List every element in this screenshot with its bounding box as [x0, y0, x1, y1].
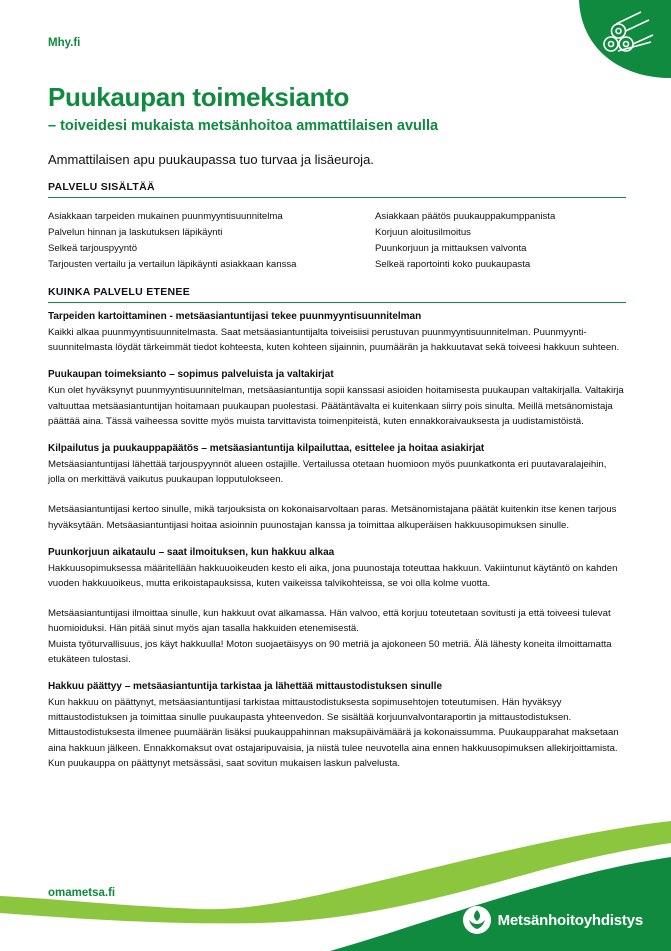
mhy-logo-icon	[462, 905, 492, 935]
services-heading: PALVELU SISÄLTÄÄ	[48, 181, 626, 198]
brand-name: Metsänhoitoyhdistys	[497, 911, 643, 929]
step-title: Hakkuu päättyy – metsäasiantuntija tarkistaa ja lähettää mittaustodistuksen sinulle	[48, 681, 443, 693]
service-item: Selkeä tarjouspyyntö	[48, 243, 138, 254]
page-title: Puukaupan toimeksianto	[48, 82, 350, 112]
step-text: Kun hakkuu on päättynyt, metsäasiantuntijasi tarkistaa mittaustodistuksesta sopimusehtojen toteutumisen. Hän hyväksyy mittaustodistuksen ja toimittaa sinulle puukaupasta yhteenvedon. Se sisältää korjuunvalvontaraportin ja mittaustodistuksen. Mittaustodistuksesta ilmenee puumäärän lisäksi puukauppahinnan maksupäivämäärä ja kokonaissumma. Puukaupparahat maksetaan aina hakkuun jälkeen. Ennakkomaksut ovat ostajaripuvaisia, ja niistä tulee neuvotella aina ennen hakkuusopimuksen allekirjoittamista.	[48, 697, 619, 754]
step-text: Kun olet hyväksynyt puunmyyntisuunnitelman, metsäasiantuntija sopii kanssasi asioiden hoitamisesta puukaupan valtakirjalla. Valtakirja valtuuttaa metsäasiantuntijan hoitamaan puukaupan puolestasi. Päätäntävalta ei kuitenkaan siirry pois sinulta. Meillä metsänomistaja päättää aina. Tässä vaiheessa sovitte myös muista tarvittavista toimenpiteistä, kuten ennakkoraivauksesta ja uudistamistöistä.	[48, 385, 624, 427]
step-title: Puukaupan toimeksianto – sopimus palveluista ja valtakirjat	[48, 369, 334, 381]
site-link-top[interactable]: Mhy.fi	[48, 37, 81, 49]
process-step	[48, 442, 626, 533]
site-link-bottom[interactable]: omametsa.fi	[48, 887, 116, 899]
service-item: Selkeä raportointi koko puukaupasta	[375, 259, 531, 270]
service-item: Palvelun hinnan ja laskutuksen läpikäynti	[48, 227, 223, 238]
process-step	[48, 680, 626, 771]
service-item: Asiakkaan päätös puukauppakumppanista	[375, 211, 556, 222]
services-list	[48, 210, 626, 271]
process-step	[48, 368, 626, 429]
step-text: Metsäasiantuntijasi ilmoittaa sinulle, kun hakkuut ovat alkamassa. Hän valvoo, että korjuu toteutetaan sovitusti ja että toiveesi tulevat huomioiduksi. Hän pitää sinut myös ajan tasalla hakkuiden etenemisestä.	[48, 608, 611, 635]
page-subtitle: – toiveidesi mukaista metsänhoitoa ammattilaisen avulla	[48, 118, 439, 134]
process-heading: KUINKA PALVELU ETENEE	[48, 286, 626, 303]
step-text: Metsäasiantuntijasi lähettää tarjouspyynnöt alueen ostajille. Vertailussa otetaan huomioon myös puunkatkonta eri puutavaralajeihin, jolla on merkittävä vaikutus puukaupan lopputulokseen.	[48, 459, 607, 486]
step-text: Metsäasiantuntijasi kertoo sinulle, mikä tarjouksista on kokonaisarvoltaan paras. Metsänomistajana päätät kuitenkin itse kenen tarjous hyväksytään. Metsäasiantuntijasi hoitaa asioinnin puunostajan kanssa ja toimittaa alkuperäisen hakkuusopimuksen sinulle.	[48, 504, 617, 531]
service-item: Puunkorjuun ja mittauksen valvonta	[375, 243, 527, 254]
service-item: Asiakkaan tarpeiden mukainen puunmyyntisuunnitelma	[48, 211, 283, 222]
step-text: Muista työturvallisuus, jos käyt hakkuulla! Moton suojaetäisyys on 90 metriä ja ajokoneen 50 metriä. Älä lähesty koneita ilmoittamatta etukäteen tulostasi.	[48, 638, 612, 665]
service-item: Tarjousten vertailu ja vertailun läpikäynti asiakkaan kanssa	[48, 259, 297, 270]
step-title: Kilpailutus ja puukauppapäätös – metsäasiantuntija kilpailuttaa, esittelee ja hoitaa asiakirjat	[48, 443, 485, 455]
process-step	[48, 310, 626, 355]
service-item: Korjuun aloitusilmoitus	[375, 227, 471, 238]
services-left-column	[48, 210, 375, 271]
step-title: Puunkorjuun aikataulu – saat ilmoituksen, kun hakkuu alkaa	[48, 546, 335, 558]
step-text: Kun puukauppa on päättynyt metsässäsi, saat sovitun mukaisen laskun palvelusta.	[48, 757, 400, 769]
step-title: Tarpeiden kartoittaminen - metsäasiantuntijasi tekee puunmyyntisuunnitelman	[48, 311, 422, 322]
lead-text: Ammattilaisen apu puukaupassa tuo turvaa ja lisäeuroja.	[48, 152, 374, 167]
step-text: Hakkuusopimuksessa määritellään hakkuuoikeuden kesto eli aika, jona puunostaja toteuttaa hakkuun. Vakiintunut käytäntö on kahden vuoden hakkuuoikeus, mutta erikoistapauksissa, kuten vaikeissa talvikohteissa, se voi olla kolme vuotta.	[48, 562, 618, 590]
step-text: Kaikki alkaa puunmyyntisuunnitelmasta. Saat metsäasiantuntijalta toiveisiisi perustuvan puunmyyntisuunnitelman. Puunmyynti-suunnitelmasta löydät tärkeimmät tiedot kohteesta, kuten kohteen sijainnin, puumäärän ja hakkuutavat sekä toiveesi hakkuun suhteen.	[48, 327, 620, 354]
process-steps	[48, 310, 626, 784]
log-pile-icon	[579, 0, 671, 78]
brand-logo	[462, 905, 643, 935]
services-right-column	[375, 210, 626, 271]
process-step	[48, 546, 626, 667]
